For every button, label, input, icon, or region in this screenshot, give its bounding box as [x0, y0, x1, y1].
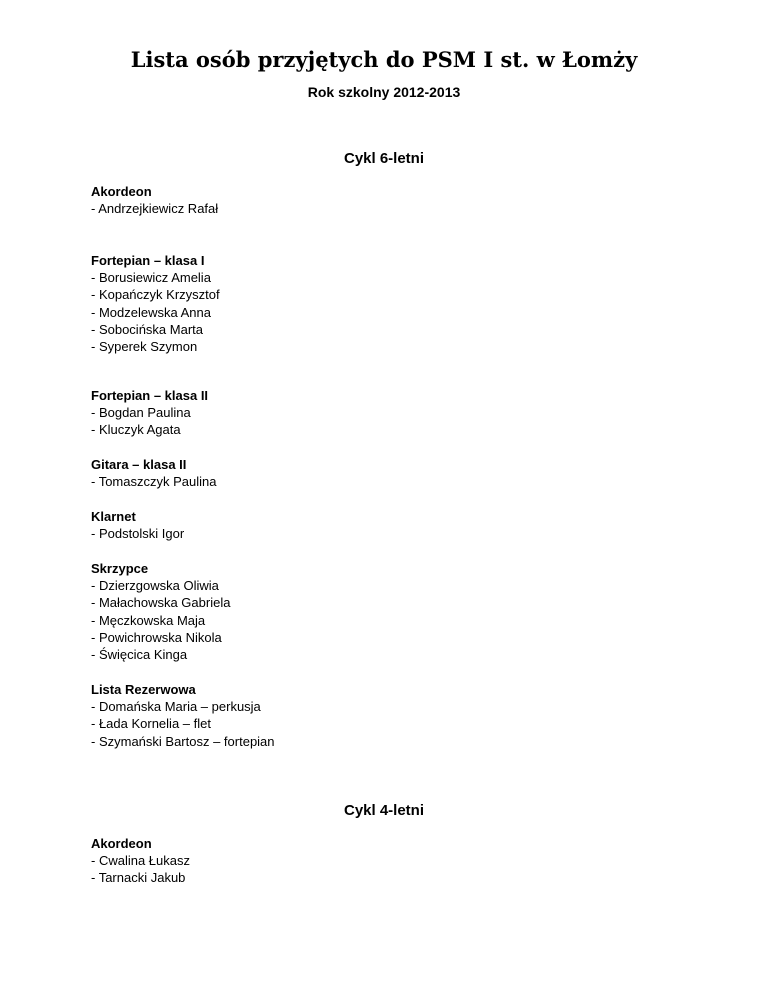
list-item: - Szymański Bartosz – fortepian [91, 733, 275, 749]
section-skrzypce [91, 560, 230, 663]
list-item: - Domańska Maria – perkusja [91, 699, 261, 715]
section-lista-rezerwowa [91, 681, 275, 750]
section-gitara-klasa-2 [91, 456, 216, 490]
section-fortepian-klasa-2 [91, 387, 208, 439]
name-list [91, 473, 216, 490]
list-item: - Podstolski Igor [91, 526, 185, 542]
list-item: - Modzelewska Anna [91, 304, 211, 320]
name-list [91, 698, 275, 750]
list-item: - Kopańczyk Krzysztof [91, 287, 220, 303]
list-item: - Andrzejkiewicz Rafał [91, 201, 219, 217]
list-item: - Kluczyk Agata [91, 422, 181, 438]
section-akordeon-4 [91, 835, 190, 887]
list-item: - Tarnacki Jakub [91, 870, 186, 886]
section-heading: Gitara – klasa II [91, 457, 187, 472]
list-item: - Małachowska Gabriela [91, 595, 231, 611]
school-year-subtitle: Rok szkolny 2012-2013 [307, 84, 461, 100]
list-item: - Bogdan Paulina [91, 405, 191, 421]
list-item: - Dzierzgowska Oliwia [91, 578, 219, 594]
name-list [91, 404, 208, 438]
cycle-heading-4-year: Cykl 4-letni [343, 802, 425, 819]
list-item: - Męczkowska Maja [91, 612, 206, 628]
section-heading: Fortepian – klasa I [91, 253, 205, 268]
section-akordeon-6 [91, 183, 218, 217]
section-heading: Akordeon [91, 184, 152, 199]
list-item: - Tomaszczyk Paulina [91, 474, 217, 490]
name-list [91, 577, 230, 663]
section-heading: Lista Rezerwowa [91, 682, 196, 697]
list-item: - Syperek Szymon [91, 339, 198, 355]
name-list [91, 269, 220, 355]
section-heading: Akordeon [91, 836, 152, 851]
name-list [91, 525, 184, 542]
cycle-heading-6-year: Cykl 6-letni [343, 150, 425, 167]
list-item: - Łada Kornelia – flet [91, 716, 211, 732]
name-list [91, 852, 190, 886]
section-heading: Fortepian – klasa II [91, 388, 209, 403]
list-item: - Powichrowska Nikola [91, 629, 222, 645]
list-item: - Borusiewicz Amelia [91, 270, 211, 286]
section-klarnet [91, 508, 184, 542]
document-title: Lista osób przyjętych do PSM I st. w Łomży [130, 47, 638, 72]
section-fortepian-klasa-1 [91, 252, 220, 355]
list-item: - Cwalina Łukasz [91, 853, 190, 869]
section-heading: Klarnet [91, 509, 136, 524]
name-list [91, 200, 218, 217]
list-item: - Sobocińska Marta [91, 321, 203, 337]
section-heading: Skrzypce [91, 561, 149, 576]
list-item: - Święcica Kinga [91, 647, 188, 663]
